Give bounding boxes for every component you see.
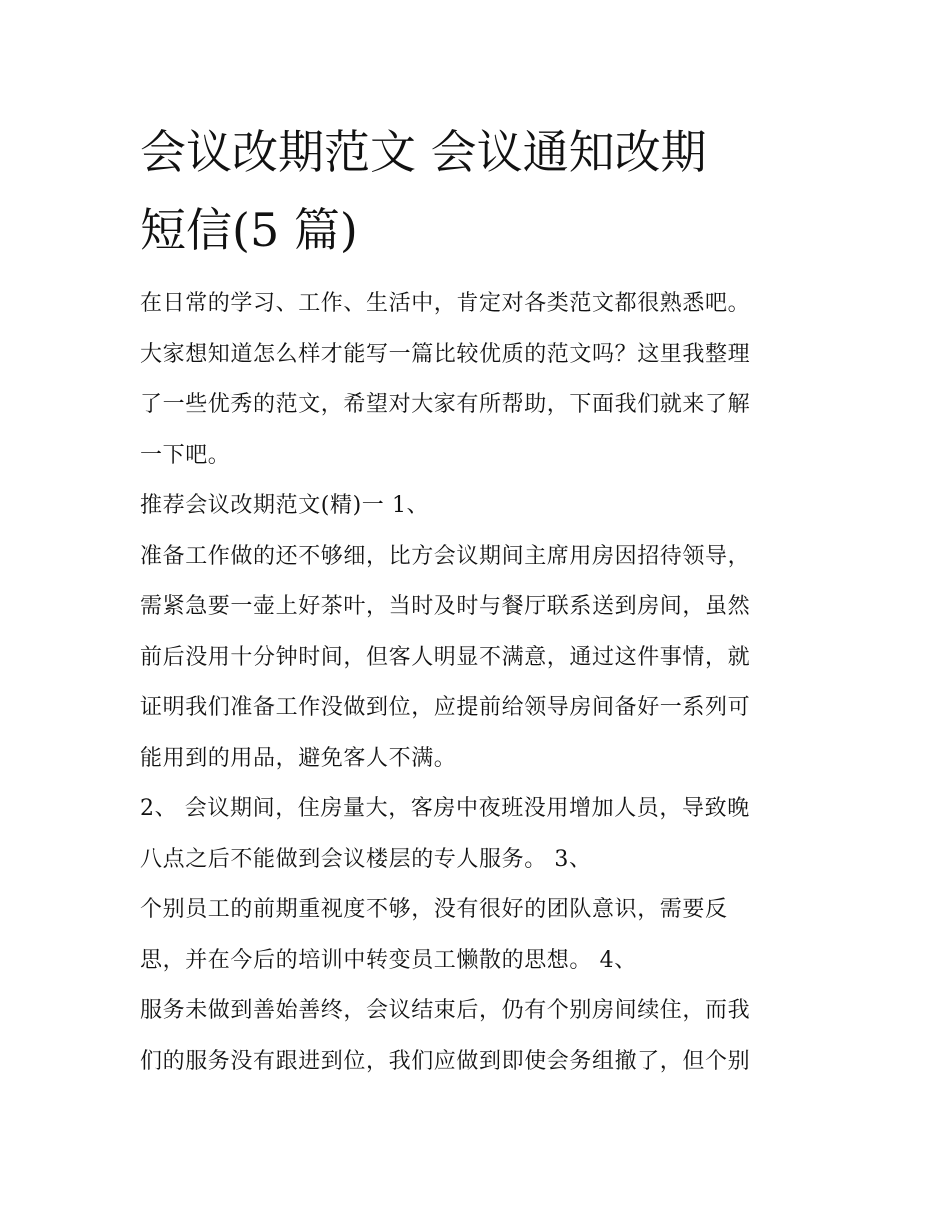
body-line: 思，并在今后的培训中转变员工懒散的思想。 4、 (140, 947, 637, 973)
body-line: 2、 会议期间，住房量大，客房中夜班没用增加人员，导致晚 (140, 796, 750, 821)
title-line-1: 会议改期范文 会议通知改期 (140, 125, 707, 179)
body-line: 们的服务没有跟进到位，我们应做到即使会务组撤了，但个别 (140, 1048, 751, 1074)
body-line: 大家想知道怎么样才能写一篇比较优质的范文吗？这里我整理 (140, 341, 751, 367)
body-line: 一下吧。 (140, 442, 231, 468)
body-line: 证明我们准备工作没做到位，应提前给领导房间备好一系列可 (140, 695, 751, 720)
title-line-2: 短信(5 篇) (140, 203, 358, 257)
body-line: 前后没用十分钟时间，但客人明显不满意，通过这件事情，就 (140, 644, 751, 670)
body-line: 了一些优秀的范文，希望对大家有所帮助，下面我们就来了解 (140, 392, 751, 417)
body-line: 准备工作做的还不够细，比方会议期间主席用房因招待领导， (140, 543, 751, 569)
body-line: 在日常的学习、工作、生活中，肯定对各类范文都很熟悉吧。 (140, 291, 751, 316)
body-line: 八点之后不能做到会议楼层的专人服务。 3、 (140, 846, 592, 872)
body-line: 服务未做到善始善终，会议结束后，仍有个别房间续住，而我 (140, 998, 751, 1023)
document-title (140, 113, 820, 269)
body-line: 需紧急要一壶上好茶叶，当时及时与餐厅联系送到房间，虽然 (140, 594, 751, 619)
body-line: 个别员工的前期重视度不够，没有很好的团队意识，需要反 (140, 897, 728, 922)
body-line: 能用到的用品，避免客人不满。 (140, 745, 457, 771)
document-body (140, 279, 830, 1087)
section-heading: 推荐会议改期范文(精)一 1、 (140, 493, 430, 518)
